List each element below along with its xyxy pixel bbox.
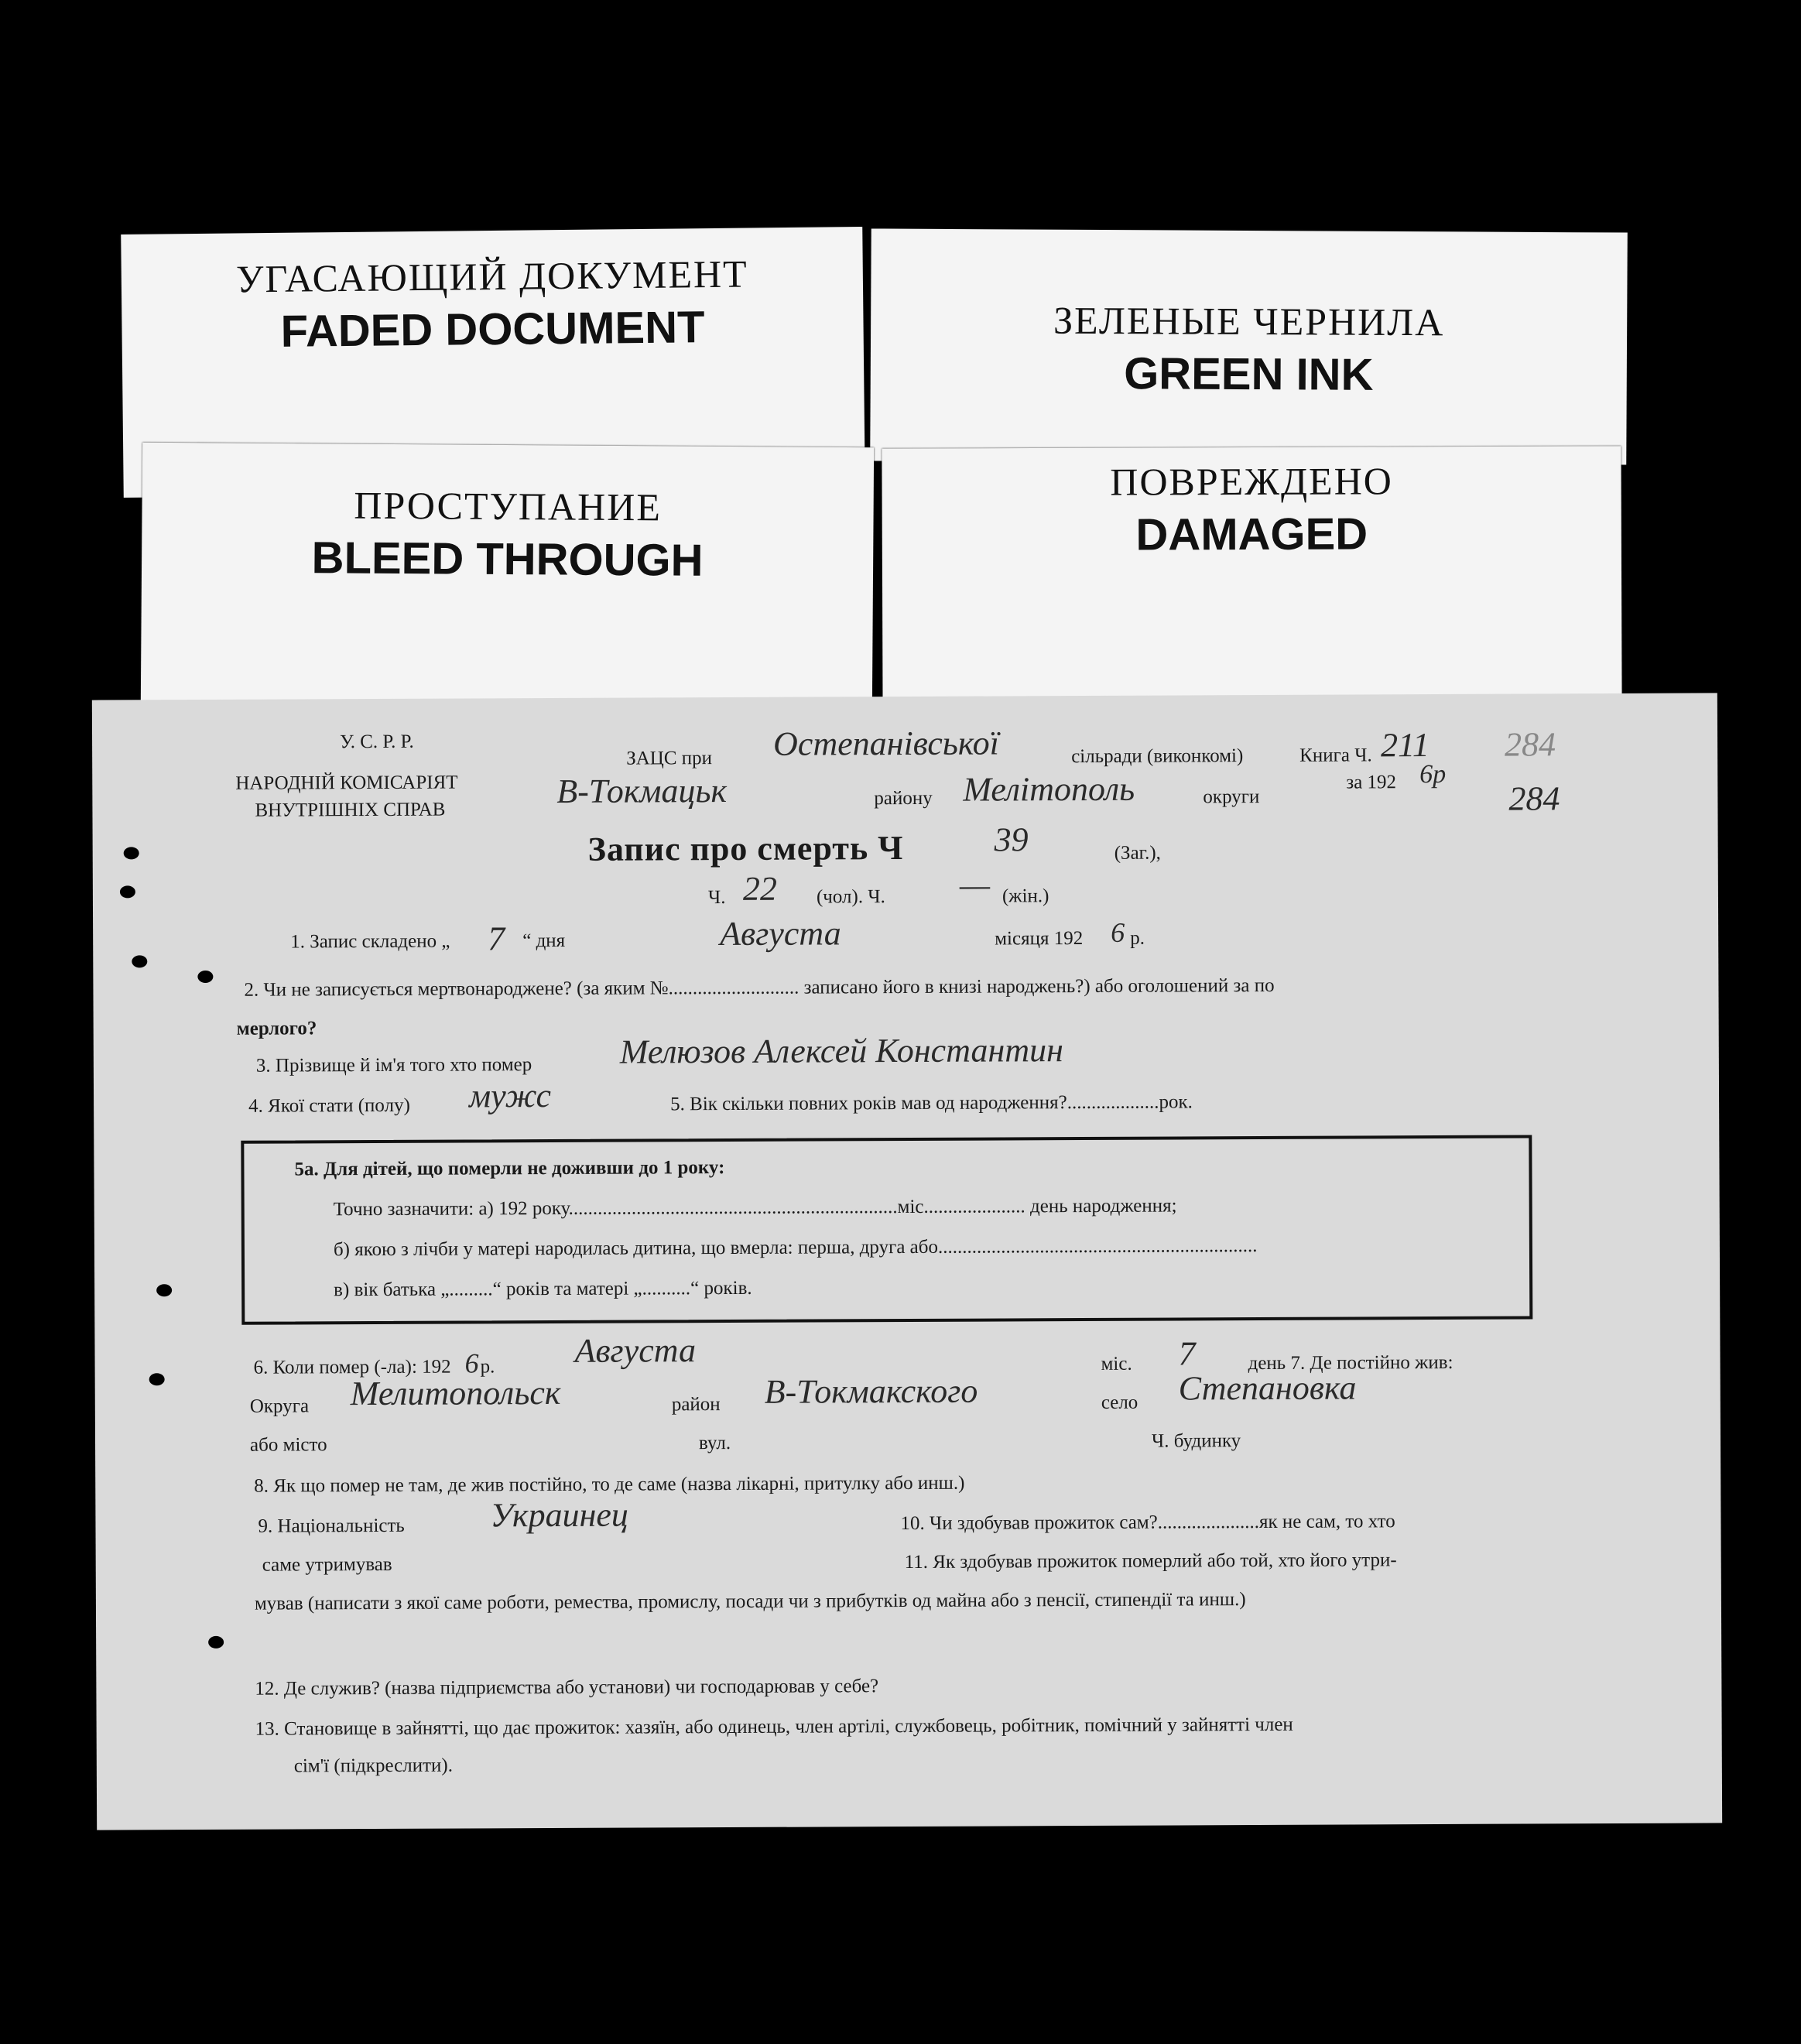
zhin-number: — <box>959 865 991 904</box>
record-day: 7 <box>488 919 505 958</box>
nationality-handwritten: Украинец <box>490 1495 628 1535</box>
line-6-r: р. <box>480 1356 495 1378</box>
silrada-handwritten: Остепанівської <box>772 724 1000 763</box>
line-3: 3. Прізвище й ім'я того хто помер <box>255 1054 532 1077</box>
selo-handwritten: Степановка <box>1178 1368 1357 1408</box>
line-1-end: місяця 192 <box>995 928 1084 950</box>
children-section-box <box>241 1135 1532 1324</box>
record-number: 39 <box>994 820 1029 859</box>
line-2: 2. Чи не записується мертвонароджене? (за яким №........................... записано його в книзі народжень?) або оголошений за по <box>244 974 1275 1001</box>
label-en: GREEN INK <box>1124 348 1374 400</box>
box-title: 5а. Для дітей, що померли не доживши до 1 року: <box>294 1157 725 1180</box>
silrady-label: сільради (виконкомі) <box>1071 745 1244 768</box>
line-1-start: 1. Запис складено „ <box>290 930 450 953</box>
line-1-mid: “ дня <box>522 930 566 952</box>
ch-label: Ч. <box>707 887 726 909</box>
rayon-handwritten: В-Токмацьк <box>556 772 728 810</box>
line-11-cont: мував (написати з якої саме роботи, ремества, промислу, посади чи з прибутків од майна або з пенсії, стипендії та инш.) <box>254 1589 1246 1614</box>
selo-label: село <box>1101 1392 1138 1413</box>
budynok-label: Ч. будинку <box>1151 1430 1241 1452</box>
death-year-digit: 6 <box>464 1347 479 1379</box>
chol-label: (чол). Ч. <box>816 886 885 908</box>
box-line-b: б) якою з лічби у матері народилась дитина, що вмерла: перша, друга або.................................................................. <box>333 1235 1258 1261</box>
okruha-handwritten: Мелитопольск <box>350 1373 561 1413</box>
line-10-cont: саме утримував <box>262 1553 392 1576</box>
punch-hole <box>197 971 213 983</box>
line-11: 11. Як здобував прожиток померлий або той, хто його утри- <box>904 1549 1397 1573</box>
box-line-a: Точно зазначити: а) 192 року....................................................................мiс..................... день народження; <box>333 1195 1177 1221</box>
okruha-label: Округа <box>249 1395 310 1417</box>
line-10: 10. Чи здобував прожиток сам?.....................як не сам, то хто <box>900 1511 1395 1535</box>
label-ru: ПОВРЕЖДЕНО <box>1110 459 1393 504</box>
okrug-handwritten: Мелітополь <box>963 769 1135 809</box>
line-6-end: день 7. Де постійно жив: <box>1248 1351 1453 1375</box>
punch-hole <box>149 1373 165 1385</box>
label-en: FADED DOCUMENT <box>280 302 705 357</box>
sex-handwritten: мужс <box>468 1077 552 1115</box>
line-12: 12. Де служив? (назва підприємства або установи) чи господарював у себе? <box>255 1676 879 1700</box>
green-ink-label <box>870 228 1628 464</box>
rayonu-label: району <box>874 787 933 810</box>
knyga-number: 211 <box>1380 726 1430 765</box>
line-5: 5. Вік скільки повних років мав од народження?...................рок. <box>670 1091 1193 1115</box>
raion-label: район <box>671 1394 721 1416</box>
year-suffix: 6р <box>1419 759 1447 789</box>
chol-number: 22 <box>742 869 778 908</box>
death-record-form <box>92 693 1722 1830</box>
zhin-label: (жін.) <box>1002 885 1049 907</box>
label-ru: УГАСАЮЩИЙ ДОКУМЕНТ <box>235 252 748 301</box>
line-2-cont: мерлого? <box>236 1018 317 1039</box>
line-13: 13. Становище в зайнятті, що дає прожиток: хазяїн, або одинець, член артілі, службовець, робітник, помічний у зайнятті член <box>255 1714 1293 1740</box>
line-6-start: 6. Коли помер (-ла): 192 <box>253 1356 451 1378</box>
record-month: Августа <box>720 914 841 954</box>
punch-hole <box>132 955 147 967</box>
line-4: 4. Якої стати (полу) <box>248 1094 410 1117</box>
vul-label: вул. <box>698 1432 731 1454</box>
damaged-label <box>882 446 1621 704</box>
line-1-r: р. <box>1130 927 1145 949</box>
line-9: 9. Національність <box>258 1515 405 1537</box>
zags-label: ЗАЦС при <box>626 748 713 769</box>
line-13-cont: сім'ї (підкреслити). <box>293 1755 454 1777</box>
punch-hole <box>156 1284 172 1296</box>
form-title: Запис про смерть Ч <box>587 829 904 868</box>
commissariat-line-2: ВНУТРІШНІХ СПРАВ <box>255 799 446 821</box>
label-en: DAMAGED <box>1135 508 1368 560</box>
usrr-header: У. С. Р. Р. <box>340 731 414 753</box>
line-8: 8. Як що помер не там, де жив постійно, то де саме (назва лікарні, притулку або инш.) <box>254 1472 965 1497</box>
zag-label: (Заг.), <box>1114 842 1161 864</box>
box-line-c: в) вік батька „.........“ років та матері „..........“ років. <box>334 1277 752 1301</box>
deceased-name: Мелюзов Алексей Константин <box>619 1031 1063 1071</box>
knyga-label: Книга Ч. <box>1299 745 1372 766</box>
punch-hole <box>120 885 135 898</box>
death-month: Августа <box>574 1331 697 1370</box>
bleed-through-label <box>141 443 874 707</box>
label-ru: ПРОСТУПАНИЕ <box>354 483 663 529</box>
misto-label: або місто <box>249 1434 327 1456</box>
label-ru: ЗЕЛЕНЫЕ ЧЕРНИЛА <box>1053 298 1445 344</box>
punch-hole <box>124 847 139 859</box>
za-year-label: за 192 <box>1346 772 1397 793</box>
punch-hole <box>208 1636 224 1649</box>
death-day: 7 <box>1178 1334 1196 1373</box>
commissariat-line-1: НАРОДНІЙ КОМІСАРІЯТ <box>235 772 458 794</box>
line-6-mis: міс. <box>1101 1353 1132 1375</box>
record-year-digit: 6 <box>1111 916 1125 948</box>
label-en: BLEED THROUGH <box>311 532 704 586</box>
corner-number-faded: 284 <box>1504 725 1556 764</box>
raion-handwritten: В-Токмакского <box>764 1371 978 1411</box>
corner-number: 284 <box>1508 779 1560 818</box>
okrugy-label: округи <box>1203 786 1260 808</box>
